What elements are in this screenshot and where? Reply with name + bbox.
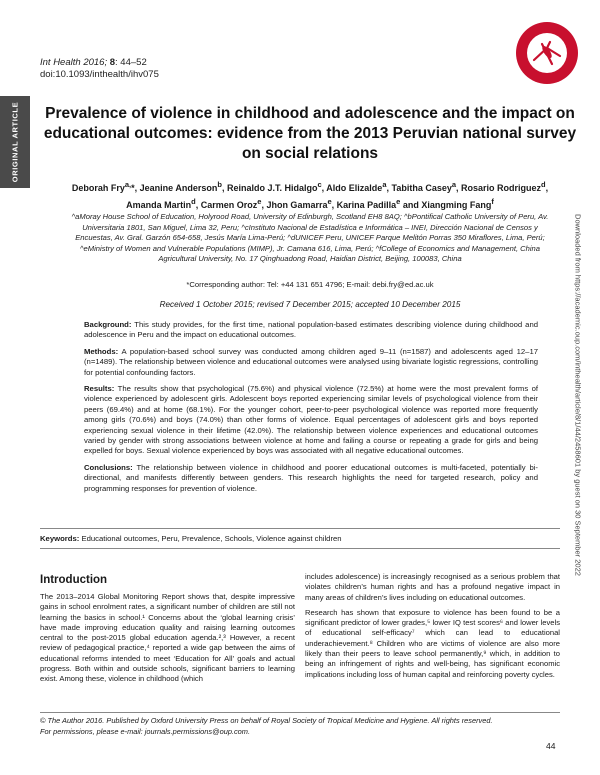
affiliation-line: Encuestas, Av. Gral. Garzón 654-658, Jesús María Lima-Perú; ^dUNICEF Peru, UNICEF Parque Melitón Porras 350 Miraflores, Lima, Perú;	[75, 233, 545, 242]
body-column-left	[40, 592, 295, 690]
paragraph: Research has shown that exposure to violence has been found to be a significant predictor of lower grades,⁵ lower IQ test scores⁶ and lower levels of educational self-efficacy⁷ which can lead to educational underachievement.⁸ Children who are victims of violence are also more likely than their peers to leave school permanently,⁹ which, in addition to being an infringement of rights and well-being, has significant economic implications including loss of human capital and reinforcing poverty cycles.	[305, 607, 560, 679]
divider	[40, 528, 560, 529]
abstract-methods: Methods: A population-based school survey was conducted among children aged 9–11 (n=1587) and adolescents aged 12–17 (n=1489). The relationship between violence and educational outcomes were analysed using bivariate logistic regressions, controlling for potential confounding factors.	[84, 346, 538, 377]
article-type-tab: ORIGINAL ARTICLE	[0, 96, 30, 188]
received-dates: Received 1 October 2015; revised 7 December 2015; accepted 10 December 2015	[159, 300, 461, 309]
author-list	[40, 178, 580, 212]
footer-divider	[40, 712, 560, 713]
section-heading-introduction: Introduction	[40, 574, 108, 586]
affiliation-line: ^aMoray House School of Education, Holyrood Road, University of Edinburgh, Scotland EH8 8AQ; ^bPontifical Catholic University of Peru, Av.	[71, 212, 549, 221]
page-number: 44	[546, 741, 556, 751]
abstract-background: Background: This study provides, for the first time, national population-based estimates describing violence during childhood and adolescence in Peru and the impact on educational outcomes.	[84, 320, 539, 340]
abstract-results: Results: The results show that psychological (75.6%) and physical violence (72.5%) at home were the most prevalent forms of violence experienced by adolescent girls. Adolescent boys reported experiencing similar levels of psychological violence from their peers (69.4%) and at home (68.1%). For the younger cohort, peer-to-peer psychological violence was reported more frequently among girls (70.6%) and boys (74.0%) than other forms of violence. Equal percentages of adolescent girls and boys reported experiencing sexual violence in their lifetime (42.0%). The relationship between violence experiences and educational outcomes varied by gender with strong associations between violence at home and failing a course or repeating a grade for girls and being expelled for boys. Sexual violence experienced by boys was associated with all negative educational outcomes.	[84, 384, 538, 456]
author-line-1: Deborah Fry$^{a,}$*, Jeanine Anderson$^b$, Reinaldo J.T. Hidalgo$^c$, Aldo Elizalde$^a$, Tabitha Casey$^a$, Rosario Rodriguez$^d$,	[71, 180, 549, 193]
permissions-line: For permissions, please e-mail: journals.permissions@oup.com.	[40, 727, 251, 736]
divider	[40, 548, 560, 549]
affiliation-line: Universitaria 1801, San Miguel, Lima 32, Peru; ^cInstituto Nacional de Estadística e Informática – INEI, Dirección Nacional de Censos y	[82, 222, 538, 232]
download-note: Downloaded from https://academic.oup.com/inthealth/article/8/1/44/2458601 by guest on 30 September 2022	[573, 214, 583, 576]
paragraph: includes adolescence) is increasingly recognised as a serious problem that violates children’s human rights and has a profound negative impact in many areas of children’s lives including on educational outcomes.	[305, 572, 560, 602]
author-line-2: Amanda Martin$^d$, Carmen Oroz$^e$, Jhon Gamarra$^e$, Karina Padilla$^e$ and Xiangming Fang$^f$	[126, 197, 494, 210]
keywords: Keywords: Educational outcomes, Peru, Prevalence, Schools, Violence against children	[40, 534, 342, 543]
journal-doi[interactable]: doi:10.1093/inthealth/ihv075	[40, 69, 159, 80]
paragraph: The 2013–2014 Global Monitoring Report shows that, despite impressive gains in school enrolment rates, a significant number of children are still not learning the basics in school.¹ Concerns about the ‘global learning crisis’ have made improving education quality and raising learning outcomes central to the post-2015 global education agenda.²,³ However, a recent review of pedagogical practice,⁴ reported a wide gap between the aims of educational reforms intended to meet ‘Education for All’ goals and actual progress. Both within and outside schools, significant barriers to learning exist. Among these, violence in childhood (which	[40, 592, 295, 684]
society-seal-logo	[514, 20, 580, 86]
affiliations	[46, 212, 574, 265]
body-column-right	[305, 572, 560, 685]
affiliation-line: Agricultural University, No. 17 Qinghuadong Road, Haidian District, Beijing, 100083, China	[158, 254, 462, 263]
article-title: Prevalence of violence in childhood and adolescence and the impact on educational outcomes: evidence from the 2013 Peruvian national survey on social relations	[43, 105, 577, 162]
copyright-line: © The Author 2016. Published by Oxford University Press on behalf of Royal Society of Tropical Medicine and Hygiene. All rights reserved.	[40, 716, 493, 725]
affiliation-line: ^eMinistry of Women and Vulnerable Populations (MIMP), Jr. Camana 616, Lima, Perú; ^fCollege of Economics and Management, China	[79, 243, 541, 253]
abstract	[84, 320, 538, 500]
journal-citation: Int Health 2016; 8: 44–52	[40, 57, 147, 68]
abstract-conclusions: Conclusions: The relationship between violence in childhood and poorer educational outcomes is multi-faceted, potentially bi-directional, and manifests differently between genders. This research highlights the need for targeted research, policy and programming responses for prevention of violence.	[84, 462, 538, 493]
corresponding-author: *Corresponding author: Tel: +44 131 651 4796; E-mail: debi.fry@ed.ac.uk	[186, 280, 434, 289]
